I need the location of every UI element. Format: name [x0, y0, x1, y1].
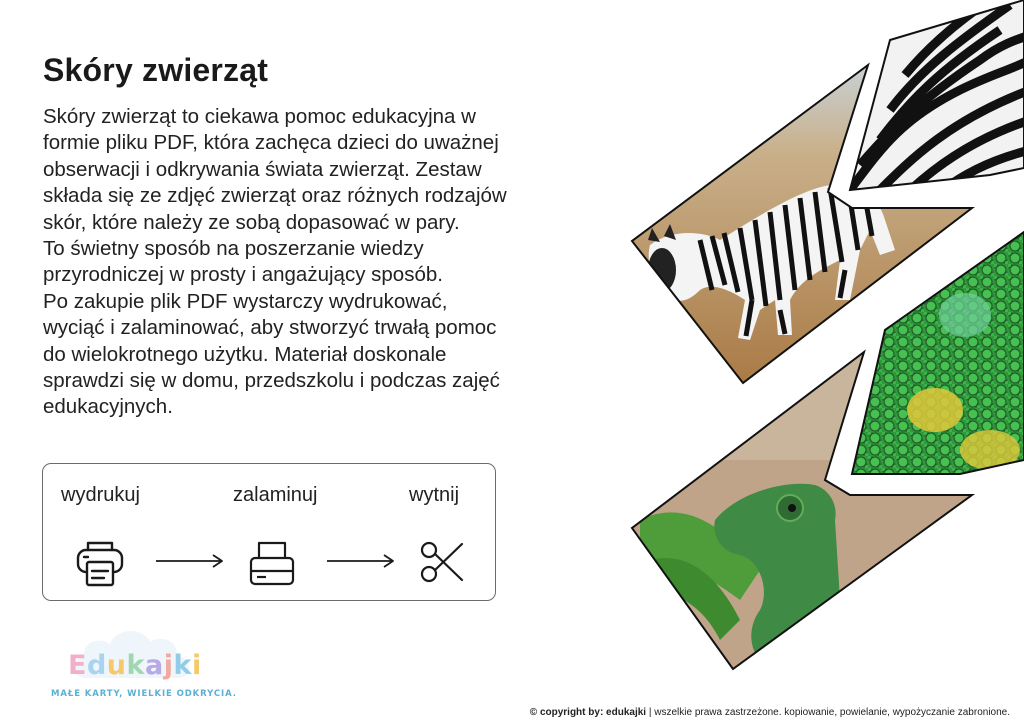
- description-line: do wielokrotnego użytku. Materiał doskonale: [43, 342, 447, 366]
- logo-letter: a: [144, 650, 164, 681]
- page-title: Skóry zwierząt: [43, 52, 269, 88]
- description-line: skór, które należy ze sobą dopasować w pary.: [43, 210, 460, 234]
- step-laminate-label: zalaminuj: [233, 484, 318, 506]
- laminator-icon: [248, 540, 296, 586]
- description: [43, 104, 603, 421]
- logo-letter: d: [86, 650, 107, 681]
- description-line: przyrodniczej w prosty i angażujący sposób.: [43, 263, 443, 287]
- footer-copyright: © copyright by: edukajki: [529, 707, 647, 718]
- logo-letter: k: [126, 650, 145, 681]
- description-line: sprawdzi się w domu, przedszkolu i podczas zajęć: [43, 369, 500, 393]
- description-line: To świetny sposób na poszerzanie wiedzy: [43, 237, 424, 261]
- logo-letter: j: [163, 650, 174, 681]
- logo-tagline: MAŁE KARTY, WIELKIE ODKRYCIA.: [51, 689, 237, 699]
- zebra-skin-photo: [840, 0, 1024, 200]
- arrow-right-icon: [155, 554, 225, 568]
- description-line: obserwacji i odkrywania świata zwierząt. Zestaw: [43, 157, 482, 181]
- step-print-label: wydrukuj: [61, 484, 140, 506]
- description-line: Skóry zwierząt to ciekawa pomoc edukacyjna w: [43, 105, 476, 128]
- arrow-right-icon: [326, 554, 396, 568]
- printer-icon: [75, 540, 125, 588]
- description-line: składa się ze zdjęć zwierząt oraz różnych rodzajów: [43, 184, 507, 208]
- logo-letter: i: [191, 650, 202, 681]
- description-line: formie pliku PDF, która zachęca dzieci do uważnej: [43, 131, 499, 155]
- footer-separator: |: [648, 707, 655, 718]
- logo-letter: k: [173, 650, 192, 681]
- logo-wordmark: [68, 650, 202, 681]
- edukajki-logo: [48, 620, 237, 708]
- description-line: wyciąć i zalaminować, aby stworzyć trwałą pomoc: [43, 316, 497, 340]
- logo-letter: E: [68, 650, 87, 681]
- footer-rights: wszelkie prawa zastrzeżone. kopiowanie, powielanie, wypożyczanie zabronione.: [654, 707, 1010, 718]
- steps-box: [42, 463, 496, 601]
- description-line: edukacyjnych.: [43, 395, 173, 419]
- step-cut-label: wytnij: [409, 484, 460, 506]
- scissors-icon: [420, 540, 466, 584]
- animal-photo-collage: [620, 0, 1024, 728]
- logo-letter: u: [106, 650, 127, 681]
- description-line: Po zakupie plik PDF wystarczy wydrukować,: [43, 289, 448, 313]
